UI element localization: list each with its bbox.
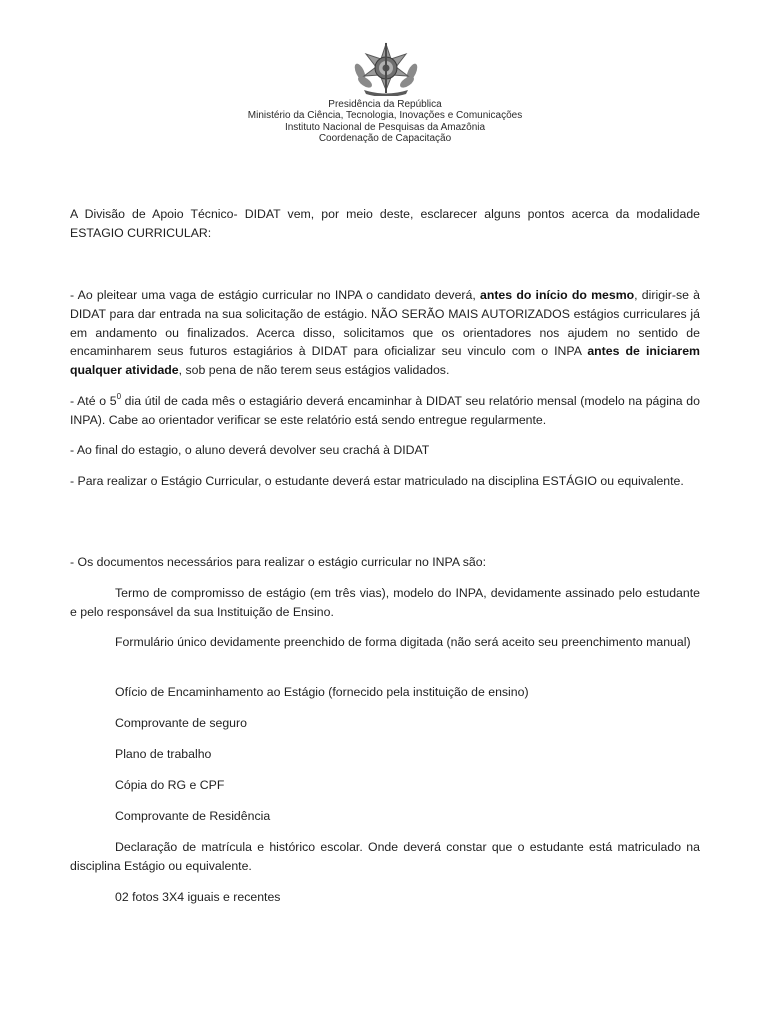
doc-item-residencia: Comprovante de Residência bbox=[115, 809, 271, 823]
coat-of-arms-icon bbox=[350, 42, 422, 96]
emphasis-before-activity: antes de iniciarem qualquer atividade bbox=[70, 344, 700, 378]
doc-item-declaracao: Declaração de matrícula e histórico escolar. Onde deverá constar que o estudante está matriculado na disciplina Estágio ou equivalente. bbox=[70, 840, 700, 873]
letterhead bbox=[100, 99, 670, 144]
intro-paragraph: A Divisão de Apoio Técnico- DIDAT vem, por meio deste, esclarecer alguns pontos acerca da modalidade ESTAGIO CURRICULAR: bbox=[70, 207, 700, 240]
header-line-institute: Instituto Nacional de Pesquisas da Amazônia bbox=[284, 121, 486, 133]
header-line-coordination: Coordenação de Capacitação bbox=[318, 132, 452, 144]
doc-item-plano: Plano de trabalho bbox=[115, 747, 212, 761]
doc-item-seguro: Comprovante de seguro bbox=[115, 716, 247, 730]
paragraph-enrollment: - Para realizar o Estágio Curricular, o estudante deverá estar matriculado na disciplina ESTÁGIO ou equivalente. bbox=[70, 474, 684, 488]
paragraph-request-timing: - Ao pleitear uma vaga de estágio curricular no INPA o candidato deverá, antes do início do mesmo, dirigir-se à DIDAT para dar entrada na sua solicitação de estágio. NÃO SERÃO MAIS AUTORIZADOS estágios curriculares já em andamento ou finalizados. Acerca disso, solicitamos que os orientadores nos ajudem no sentido de encaminharem seus futuros estagiários à DIDAT para oficializar seu vinculo com o INPA antes de iniciarem qualquer atividade, sob pena de não terem seus estágios validados. bbox=[70, 288, 700, 378]
header-line-presidency: Presidência da República bbox=[328, 99, 442, 110]
doc-item-formulario: Formulário único devidamente preenchido de forma digitada (não será aceito seu preenchimento manual) bbox=[115, 635, 691, 649]
documents-intro: - Os documentos necessários para realizar o estágio curricular no INPA são: bbox=[70, 555, 487, 569]
doc-item-termo: Termo de compromisso de estágio (em três vias), modelo do INPA, devidamente assinado pelo estudante e pelo responsável da sua Instituição de Ensino. bbox=[70, 586, 700, 619]
emphasis-before-start: antes do início do mesmo bbox=[479, 288, 635, 302]
paragraph-badge-return: - Ao final do estagio, o aluno deverá devolver seu crachá à DIDAT bbox=[70, 443, 430, 457]
doc-item-oficio: Ofício de Encaminhamento ao Estágio (fornecido pela instituição de ensino) bbox=[115, 685, 529, 699]
paragraph-monthly-report: - Até o $5^0$ dia útil de cada mês o estagiário deverá encaminhar à DIDAT seu relatório mensal (modelo na página do INPA). Cabe ao orientador verificar se este relatório está sendo entregue regularmente. bbox=[70, 392, 700, 427]
doc-item-rg-cpf: Cópia do RG e CPF bbox=[115, 778, 225, 792]
header-line-ministry: Ministério da Ciência, Tecnologia, Inovações e Comunicações bbox=[247, 110, 523, 122]
doc-item-fotos: 02 fotos 3X4 iguais e recentes bbox=[115, 890, 281, 904]
